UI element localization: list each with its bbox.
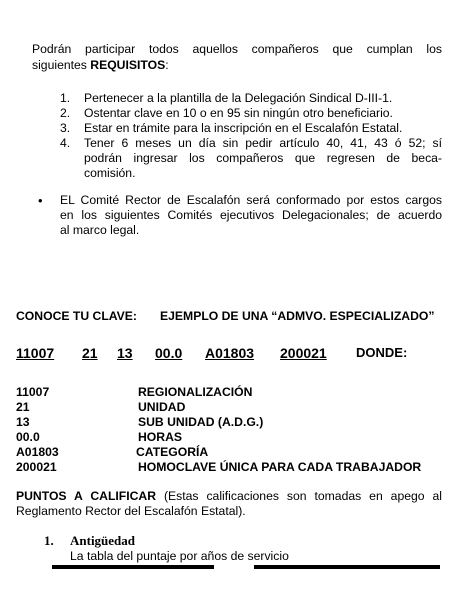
requisitos-heading: REQUISITOS [90, 58, 166, 72]
requisito-2-text: Ostentar clave en 10 o en 95 sin ningún otro beneficiario. [84, 106, 393, 120]
puntos-line-1 [16, 489, 442, 503]
intro-line-2-suffix: : [165, 58, 169, 72]
requisito-1-text: Pertenecer a la plantilla de la Delegación Sindical D-III-1. [84, 91, 393, 105]
puntos-line-2: Reglamento Rector del Escalafón Estatal). [16, 504, 246, 518]
intro-line-2 [32, 58, 169, 72]
intro-line-2-prefix: siguientes [32, 58, 91, 72]
requisito-3-text: Estar en trámite para la inscripción en el Escalafón Estatal. [84, 121, 403, 135]
clave-part-4: 00.0 [155, 345, 183, 361]
clave-part-6: 200021 [280, 345, 327, 361]
conoce-label: CONOCE TU CLAVE: [16, 309, 137, 323]
requisito-4-line-3: comisión. [84, 166, 136, 180]
table-row-2-code: 21 [16, 400, 30, 414]
requisito-4-line-2: podrán ingresar los compañeros que regresen de beca- [84, 151, 442, 165]
requisito-1-num: 1. [60, 91, 71, 105]
puntos-heading: PUNTOS A CALIFICAR [16, 489, 157, 503]
conoce-ejemplo: EJEMPLO DE UNA “ADMVO. ESPECIALIZADO” [160, 309, 435, 323]
table-row-2-meaning: UNIDAD [138, 400, 186, 414]
antiguedad-subtitle: La tabla del puntaje por años de servicio [70, 549, 289, 563]
table-row-4-code: 00.0 [16, 430, 40, 444]
table-row-3-code: 13 [16, 415, 30, 429]
antiguedad-title: Antigüedad [70, 533, 136, 548]
bullet-line-3: al marco legal. [60, 223, 140, 237]
clave-part-3: 13 [117, 345, 133, 361]
clave-part-1: 11007 [16, 345, 55, 361]
clave-part-2: 21 [82, 345, 98, 361]
table-row-6-code: 200021 [16, 460, 57, 474]
table-row-6-meaning: HOMOCLAVE ÚNICA PARA CADA TRABAJADOR [138, 460, 422, 474]
table-row-4-meaning: HORAS [138, 430, 183, 444]
table-border-left [52, 565, 214, 569]
table-row-5-code: A01803 [16, 445, 59, 459]
requisito-3-num: 3. [60, 121, 71, 135]
table-row-1-meaning: REGIONALIZACIÓN [138, 385, 253, 399]
table-row-1-code: 11007 [16, 385, 50, 399]
intro-line-1: Podrán participar todos aquellos compañeros que cumplan los [32, 42, 442, 56]
requisito-2-num: 2. [60, 106, 71, 120]
clave-part-5: A01803 [205, 345, 255, 361]
table-border-right [254, 565, 440, 569]
puntos-note: (Estas calificaciones son tomadas en apego al [163, 489, 443, 503]
bullet-line-1: EL Comité Rector de Escalafón será conformado por estos cargos [60, 193, 442, 207]
bullet-icon: • [38, 193, 43, 208]
donde-label: DONDE: [356, 345, 408, 360]
table-row-5-meaning: CATEGORÍA [136, 445, 209, 459]
table-row-3-meaning: SUB UNIDAD (A.D.G.) [138, 415, 264, 429]
antiguedad-num: 1. [44, 533, 54, 548]
requisito-4-num: 4. [60, 136, 71, 150]
requisito-4-line-1: Tener 6 meses un día sin pedir artículo 40, 41, 43 ó 52; sí [84, 136, 442, 150]
bullet-line-2: en los siguientes Comités ejecutivos Delegacionales; de acuerdo [60, 208, 442, 222]
